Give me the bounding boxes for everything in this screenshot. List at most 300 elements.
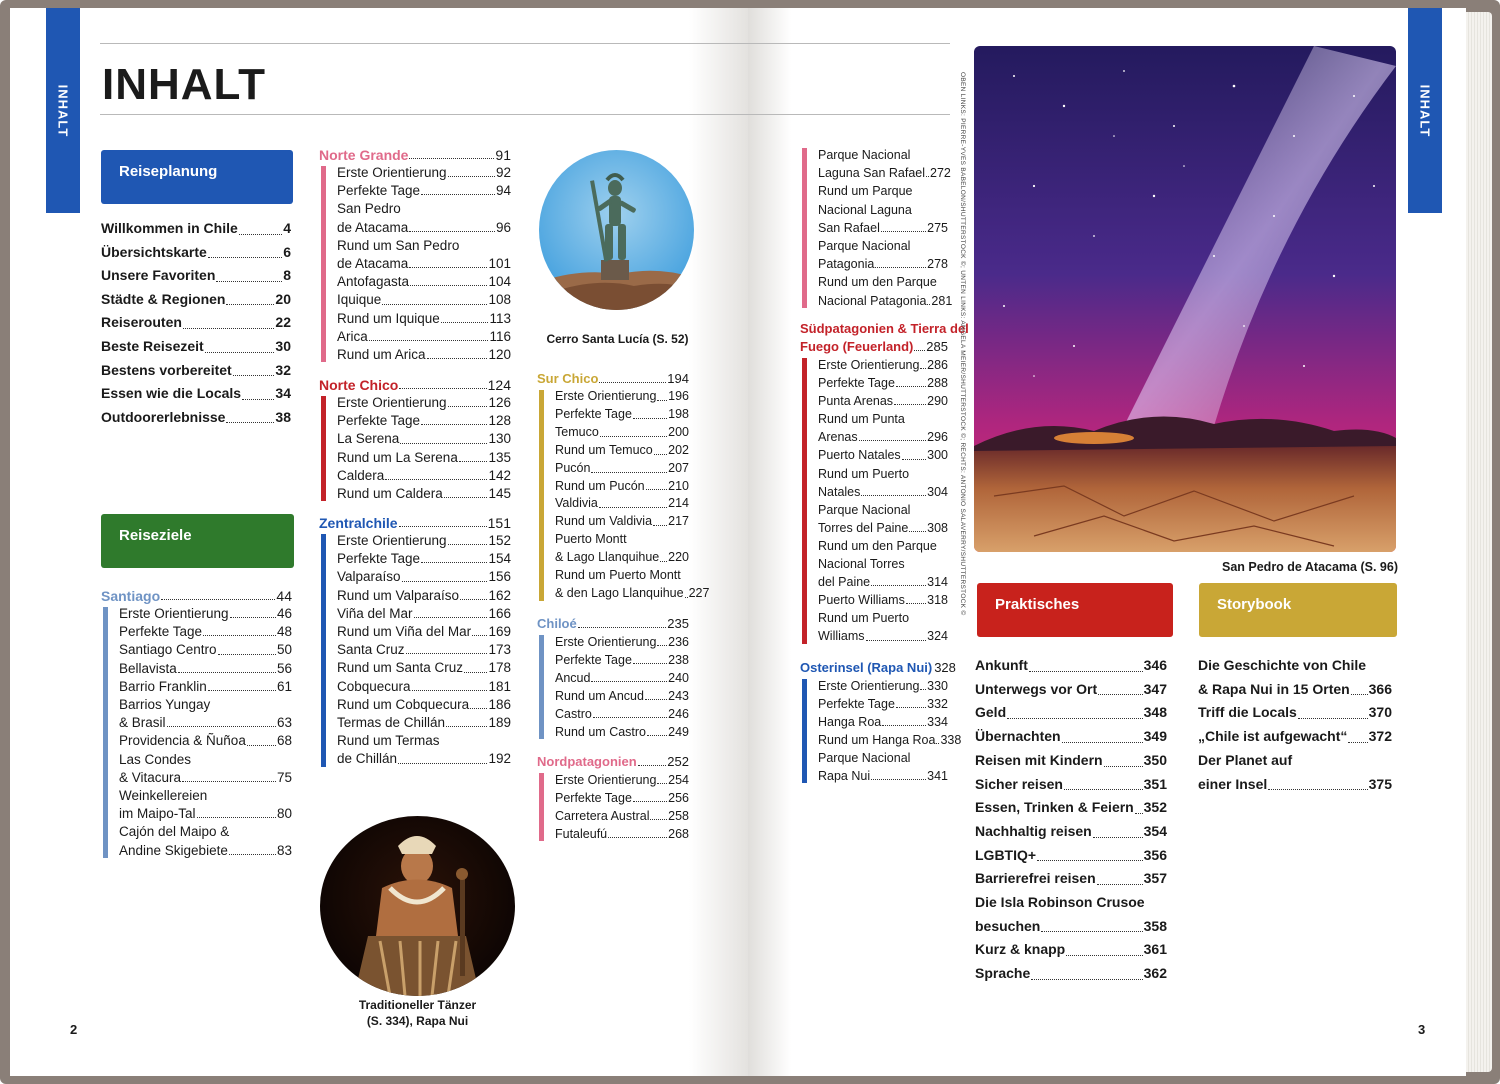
region-entry-title: Perfekte Tage <box>337 413 421 429</box>
region-entry-page: 304 <box>927 484 948 499</box>
region-title-row[interactable] <box>319 146 511 164</box>
region-entry[interactable] <box>119 714 292 732</box>
region-entry[interactable] <box>555 567 689 585</box>
region-entry-title: Santiago Centro <box>119 642 217 658</box>
statue-caption: Cerro Santa Lucía (S. 52) <box>546 332 689 346</box>
region-entry[interactable] <box>555 723 689 741</box>
region-color-bar <box>321 534 326 767</box>
region-entry[interactable] <box>818 237 948 255</box>
toc-entry-title: Outdoorerlebnisse <box>101 408 226 425</box>
toc-entry-page: 351 <box>1143 775 1167 792</box>
region-entry[interactable] <box>337 219 511 237</box>
region-leader <box>599 382 666 383</box>
region-entry-title: Rund um Temuco <box>555 442 653 457</box>
region-entry-page: 135 <box>488 449 511 465</box>
region-entry-page: 288 <box>927 376 948 391</box>
toc-entry-leader <box>226 304 274 305</box>
region-entry[interactable] <box>555 633 689 651</box>
toc-entry-leader <box>1098 694 1143 695</box>
toc-entry-page: 362 <box>1143 965 1167 982</box>
region-entry[interactable] <box>818 555 948 573</box>
region-entry-title: Castro <box>555 707 592 721</box>
region-entry[interactable] <box>119 623 292 641</box>
region-entry-leader <box>470 708 487 709</box>
region-entry-page: 268 <box>668 827 689 841</box>
region-entry[interactable] <box>818 627 948 645</box>
toc-entry-title: Barrierefrei reisen <box>975 870 1096 887</box>
region-entry-title: Rund um Caldera <box>337 486 443 502</box>
region-entry[interactable] <box>119 678 292 696</box>
region-entry-leader <box>409 231 495 232</box>
region-entry-leader <box>178 672 276 673</box>
region-entry-title: Barrios Yungay <box>119 697 211 713</box>
toc-entry-page: 352 <box>1143 799 1167 816</box>
title-rule-right <box>748 114 950 115</box>
region-entry-page: 338 <box>940 733 962 747</box>
region-entry[interactable] <box>818 713 948 731</box>
region-entry-title: Hanga Roa <box>818 715 882 729</box>
region-entry[interactable] <box>555 669 689 687</box>
toc-entry-page: 32 <box>275 361 291 378</box>
region-entry-title: Rund um Arica <box>337 347 426 363</box>
toc-entry[interactable] <box>101 288 291 312</box>
toc-entry[interactable] <box>975 654 1167 678</box>
region-entry[interactable] <box>818 519 948 537</box>
region-entry-page: 101 <box>488 256 511 272</box>
region-entry-title: La Serena <box>337 431 400 447</box>
region-entry-leader <box>882 725 926 726</box>
region-entry-page: 290 <box>927 394 948 409</box>
region-entry[interactable] <box>337 605 511 623</box>
region-entry[interactable] <box>818 392 948 410</box>
region-entry[interactable] <box>337 587 511 605</box>
region-entry-leader <box>657 645 667 646</box>
region-entry[interactable] <box>818 273 948 291</box>
region-entry-page: 196 <box>668 389 689 403</box>
region-entry-leader <box>591 472 667 473</box>
region-entry[interactable] <box>337 430 511 448</box>
region-entry-page: 256 <box>668 791 689 805</box>
toc-entry[interactable] <box>975 796 1167 820</box>
region-entry[interactable] <box>818 182 948 200</box>
toc-entry-title: Unsere Favoriten <box>101 267 216 284</box>
region-title: Sur Chico <box>537 371 599 386</box>
photo-credit: OBEN LINKS: PIERRE-YVES BABELON/SHUTTERSTOCK ©; UNTEN LINKS: ANGELA MEIER/SHUTTERSTOCK ©; RECHTS: ANTONIO SALAVERRY/SHUTTERSTOCK © <box>959 72 966 616</box>
toc-entry-page: 22 <box>275 314 291 331</box>
toc-entry-title: einer Insel <box>1198 775 1268 792</box>
toc-entry[interactable] <box>101 311 291 335</box>
toc-entry[interactable] <box>975 820 1167 844</box>
region-entry-page: 192 <box>488 751 511 767</box>
toc-entry[interactable] <box>975 844 1167 868</box>
region-entry-title: Erste Orientierung <box>818 358 920 372</box>
night-sky-illustration <box>974 46 1396 552</box>
region-entry[interactable] <box>555 807 689 825</box>
region-entry[interactable] <box>818 410 948 428</box>
toc-entry[interactable] <box>975 915 1167 939</box>
toc-entry[interactable] <box>975 891 1167 915</box>
region-zentralchile <box>319 514 511 769</box>
region-entry[interactable] <box>818 219 948 237</box>
toc-entry[interactable] <box>101 406 291 430</box>
region-entry[interactable] <box>818 374 948 392</box>
region-entry[interactable] <box>818 731 962 749</box>
toc-entry-leader <box>1064 789 1143 790</box>
toc-entry-title: Reisen mit Kindern <box>975 751 1103 768</box>
region-entry-title: im Maipo-Tal <box>119 806 196 822</box>
region-entry[interactable] <box>818 483 948 501</box>
toc-entry-leader <box>1037 860 1143 861</box>
page-number-right: 3 <box>1418 1022 1426 1037</box>
region-entry[interactable] <box>119 660 292 678</box>
toc-entry[interactable] <box>1198 654 1392 678</box>
toc-entry-title: & Rapa Nui in 15 Orten <box>1198 680 1350 697</box>
region-entry-leader <box>936 743 939 744</box>
storybook-header[interactable] <box>1199 583 1397 637</box>
region-entry[interactable] <box>818 292 953 310</box>
region-entry-page: 217 <box>668 514 689 529</box>
toc-entry[interactable] <box>975 749 1167 773</box>
region-entry[interactable] <box>337 273 511 291</box>
region-entry-title: Las Condes <box>119 751 192 767</box>
toc-entry[interactable] <box>1198 678 1392 702</box>
region-entry-title: Erste Orientierung <box>555 635 657 649</box>
region-entry[interactable] <box>818 591 948 609</box>
praktisches-header[interactable] <box>977 583 1173 637</box>
region-entry[interactable] <box>818 573 948 591</box>
region-entry-leader <box>208 690 276 691</box>
region-title-line-1[interactable] <box>800 320 969 338</box>
region-entry-title: Viña del Mar <box>337 605 413 621</box>
region-entry[interactable] <box>337 237 511 255</box>
region-entry[interactable] <box>119 641 292 659</box>
toc-entry[interactable] <box>975 962 1167 986</box>
region-patagonia-continued <box>800 146 953 310</box>
region-entry[interactable] <box>337 200 511 218</box>
region-entry-page: 189 <box>488 715 511 731</box>
statue-illustration <box>539 150 694 310</box>
toc-entry-page: 361 <box>1143 941 1167 958</box>
toc-entry-title: Sicher reisen <box>975 775 1063 792</box>
region-entry-title: Rund um Cobquecura <box>337 696 470 712</box>
region-entry-leader <box>875 267 926 268</box>
region-entry[interactable] <box>337 714 511 732</box>
region-entry[interactable] <box>555 495 689 513</box>
region-entry-leader <box>894 404 926 405</box>
region-entry[interactable] <box>337 328 511 346</box>
region-entry[interactable] <box>555 789 689 807</box>
toc-entry[interactable] <box>101 335 291 359</box>
region-entries <box>101 605 292 860</box>
region-entry-title: Perfekte Tage <box>555 653 632 667</box>
region-entry[interactable] <box>119 696 292 714</box>
toc-entry-leader <box>1135 813 1143 814</box>
region-entry-page: 238 <box>668 653 689 667</box>
region-entry[interactable] <box>337 449 511 467</box>
region-entry-page: 314 <box>927 575 948 590</box>
region-entry[interactable] <box>337 750 511 768</box>
region-osterinsel <box>800 659 962 785</box>
region-entry[interactable] <box>818 677 948 695</box>
region-entry[interactable] <box>337 164 511 182</box>
right-page <box>748 8 1466 1076</box>
toc-entry[interactable] <box>101 359 291 383</box>
region-entry[interactable] <box>337 678 511 696</box>
toc-entry[interactable] <box>975 678 1167 702</box>
region-entry[interactable] <box>818 609 948 627</box>
region-entry[interactable] <box>337 255 511 273</box>
region-entry[interactable] <box>818 146 948 164</box>
toc-entry-page: 346 <box>1143 657 1167 673</box>
region-entry-page: 275 <box>927 220 948 235</box>
region-entry[interactable] <box>337 394 511 412</box>
region-entry[interactable] <box>818 465 948 483</box>
region-entries <box>319 164 511 364</box>
toc-entry[interactable] <box>975 938 1167 962</box>
region-entry-leader <box>459 461 488 462</box>
region-entry[interactable] <box>119 842 292 860</box>
region-entry[interactable] <box>555 442 689 460</box>
region-color-bar <box>802 679 807 783</box>
region-entry[interactable] <box>337 467 511 485</box>
region-page: 194 <box>667 371 689 386</box>
region-entry-title: & Brasil <box>119 715 166 731</box>
region-entry-leader <box>591 681 667 682</box>
toc-entry-leader <box>239 234 282 235</box>
toc-entry[interactable] <box>1198 701 1392 725</box>
region-entry[interactable] <box>337 291 511 309</box>
region-entry-title: San Pedro <box>337 201 401 217</box>
region-entry[interactable] <box>337 732 511 750</box>
region-entry[interactable] <box>337 310 511 328</box>
toc-entry[interactable] <box>975 773 1167 797</box>
region-entry[interactable] <box>555 424 689 442</box>
reiseplanung-header[interactable] <box>101 150 293 204</box>
region-entry[interactable] <box>818 749 948 767</box>
toc-entry-leader <box>183 328 275 329</box>
region-entry-page: 324 <box>927 629 948 644</box>
region-entry-page: 207 <box>668 460 689 475</box>
toc-entry-title: Triff die Locals <box>1198 704 1297 721</box>
region-entry-title: Parque Nacional <box>818 239 911 254</box>
region-title-row[interactable] <box>537 615 689 633</box>
region-entry[interactable] <box>337 182 511 200</box>
region-entry[interactable] <box>119 732 292 750</box>
region-entry-title: Puerto Natales <box>818 448 901 463</box>
region-entry-page: 142 <box>488 467 511 483</box>
region-entry[interactable] <box>555 531 689 549</box>
region-entry-title: Rund um Santa Cruz <box>337 660 464 676</box>
region-entry[interactable] <box>555 513 689 531</box>
region-entry[interactable] <box>818 501 948 519</box>
region-entry[interactable] <box>119 805 292 823</box>
region-entry[interactable] <box>555 651 689 669</box>
region-entries <box>800 356 948 646</box>
side-tab-left <box>46 8 80 213</box>
region-entry-leader <box>920 689 926 690</box>
region-entry-title: Rund um den Parque <box>818 538 937 553</box>
region-page: 124 <box>487 377 511 393</box>
region-entry[interactable] <box>337 696 511 714</box>
dancer-caption-line-1: Traditioneller Tänzer <box>358 998 477 1012</box>
region-entry-leader <box>927 304 930 305</box>
region-entry-title: Rund um Punta <box>818 412 905 427</box>
region-entry-page: 181 <box>488 678 511 694</box>
region-entry-title: & Vitacura <box>119 769 182 785</box>
region-entry-leader <box>448 544 488 545</box>
region-entry-leader <box>460 599 487 600</box>
region-entry[interactable] <box>818 695 948 713</box>
region-entry-leader <box>896 386 926 387</box>
region-entry[interactable] <box>337 485 511 503</box>
region-entry[interactable] <box>555 705 689 723</box>
region-entry-leader <box>871 585 926 586</box>
region-entry[interactable] <box>555 460 689 478</box>
region-title-row[interactable] <box>537 753 689 771</box>
page-number-left: 2 <box>70 1022 78 1037</box>
region-entry[interactable] <box>337 346 511 364</box>
region-entry[interactable] <box>337 623 511 641</box>
toc-entry-title: Sprache <box>975 965 1031 982</box>
region-entry[interactable] <box>818 767 948 785</box>
toc-entry-page: 349 <box>1143 728 1167 745</box>
toc-entry[interactable] <box>975 725 1167 749</box>
region-entry-leader <box>902 459 926 460</box>
region-entry-leader <box>247 745 276 746</box>
toc-entry-leader <box>1066 955 1142 956</box>
region-title: Osterinsel (Rapa Nui) <box>800 660 933 675</box>
region-title-row[interactable] <box>101 587 292 605</box>
region-entry-page: 200 <box>668 424 689 439</box>
region-entry-title: Puerto Williams <box>818 593 905 608</box>
region-color-bar <box>321 396 326 501</box>
region-entry[interactable] <box>555 388 689 406</box>
region-entry-leader <box>685 597 688 598</box>
toc-entry-page: 372 <box>1368 728 1392 745</box>
region-entry-title: Weinkellereien <box>119 788 208 804</box>
region-entry-title: Erste Orientierung <box>555 389 657 403</box>
region-entry[interactable] <box>337 659 511 677</box>
region-entry[interactable] <box>818 356 948 374</box>
reiseplanung-list <box>101 217 291 429</box>
region-entry[interactable] <box>119 787 292 805</box>
region-entry[interactable] <box>337 550 511 568</box>
reiseziele-header[interactable] <box>101 514 294 568</box>
toc-entry-leader <box>242 399 274 400</box>
region-entry-leader <box>421 562 487 563</box>
region-entry-page: 186 <box>488 696 511 712</box>
toc-entry[interactable] <box>1198 749 1392 773</box>
region-title-line-2[interactable] <box>800 338 948 356</box>
region-entry[interactable] <box>818 164 951 182</box>
toc-entry[interactable] <box>1198 773 1392 797</box>
toc-entry-page: 6 <box>283 243 291 260</box>
toc-entry[interactable] <box>101 241 291 265</box>
toc-entry-page: 375 <box>1368 775 1392 792</box>
region-entry[interactable] <box>337 641 511 659</box>
region-entry-page: 169 <box>488 624 511 640</box>
region-title: Zentralchile <box>319 515 398 531</box>
region-entry-page: 243 <box>668 689 689 703</box>
region-entry[interactable] <box>818 428 948 446</box>
region-entry-leader <box>406 653 488 654</box>
region-entry[interactable] <box>555 406 689 424</box>
region-entry[interactable] <box>337 532 511 550</box>
region-entry-leader <box>660 561 667 562</box>
region-entry-leader <box>441 322 489 323</box>
toc-entry-leader <box>1348 742 1367 743</box>
region-entry-leader <box>653 525 667 526</box>
region-entry-leader <box>369 340 489 341</box>
toc-entry-title: Nachhaltig reisen <box>975 822 1092 839</box>
region-entry[interactable] <box>119 823 292 841</box>
region-entry-leader <box>398 763 487 764</box>
region-entry[interactable] <box>555 549 689 567</box>
region-color-bar <box>103 607 108 858</box>
region-entry[interactable] <box>119 605 292 623</box>
region-entry[interactable] <box>119 769 292 787</box>
region-title-row[interactable] <box>537 370 689 388</box>
region-page: 44 <box>276 588 292 604</box>
region-entry-leader <box>385 479 487 480</box>
region-title: Nordpatagonien <box>537 754 637 769</box>
toc-entry-title: „Chile ist aufgewacht“ <box>1198 728 1348 745</box>
region-entry[interactable] <box>337 568 511 586</box>
region-entry[interactable] <box>555 771 689 789</box>
region-entry-page: 308 <box>927 520 948 535</box>
region-entry[interactable] <box>818 255 948 273</box>
region-entry[interactable] <box>119 751 292 769</box>
region-color-bar <box>539 635 544 739</box>
region-title-row[interactable] <box>319 514 511 532</box>
region-entry-leader <box>197 817 276 818</box>
region-entry[interactable] <box>818 446 948 464</box>
toc-entry[interactable] <box>975 867 1167 891</box>
toc-entry[interactable] <box>101 264 291 288</box>
toc-entry[interactable] <box>101 217 291 241</box>
dancer-caption <box>325 997 510 1029</box>
region-entry[interactable] <box>555 478 689 496</box>
region-entry[interactable] <box>818 537 948 555</box>
region-leader <box>914 350 925 351</box>
region-entry-page: 246 <box>668 707 689 721</box>
toc-entry-page: 356 <box>1143 846 1167 863</box>
toc-entry[interactable] <box>101 382 291 406</box>
region-entry[interactable] <box>555 585 710 603</box>
region-entry-title: Rund um Iquique <box>337 310 440 326</box>
top-rule <box>100 43 748 44</box>
region-entry[interactable] <box>337 412 511 430</box>
region-entry[interactable] <box>555 687 689 705</box>
region-entry-title: Rund um Hanga Roa <box>818 733 936 747</box>
region-entry[interactable] <box>818 201 948 219</box>
region-entry-title: Perfekte Tage <box>555 406 632 421</box>
region-title-row[interactable] <box>800 659 956 677</box>
region-entry[interactable] <box>555 825 689 843</box>
region-title-row[interactable] <box>319 376 511 394</box>
region-entry-title: Valparaíso <box>337 569 401 585</box>
region-entry-leader <box>871 779 926 780</box>
toc-entry-page: 34 <box>275 385 291 402</box>
region-entry-title: Torres del Paine <box>818 520 909 535</box>
toc-entry-leader <box>1104 766 1143 767</box>
toc-entry-leader <box>1268 789 1367 790</box>
toc-entry[interactable] <box>975 701 1167 725</box>
region-entry-page: 130 <box>488 431 511 447</box>
region-entry-leader <box>866 640 927 641</box>
toc-entry[interactable] <box>1198 725 1392 749</box>
region-entry-title: & Lago Llanquihue <box>555 550 660 565</box>
